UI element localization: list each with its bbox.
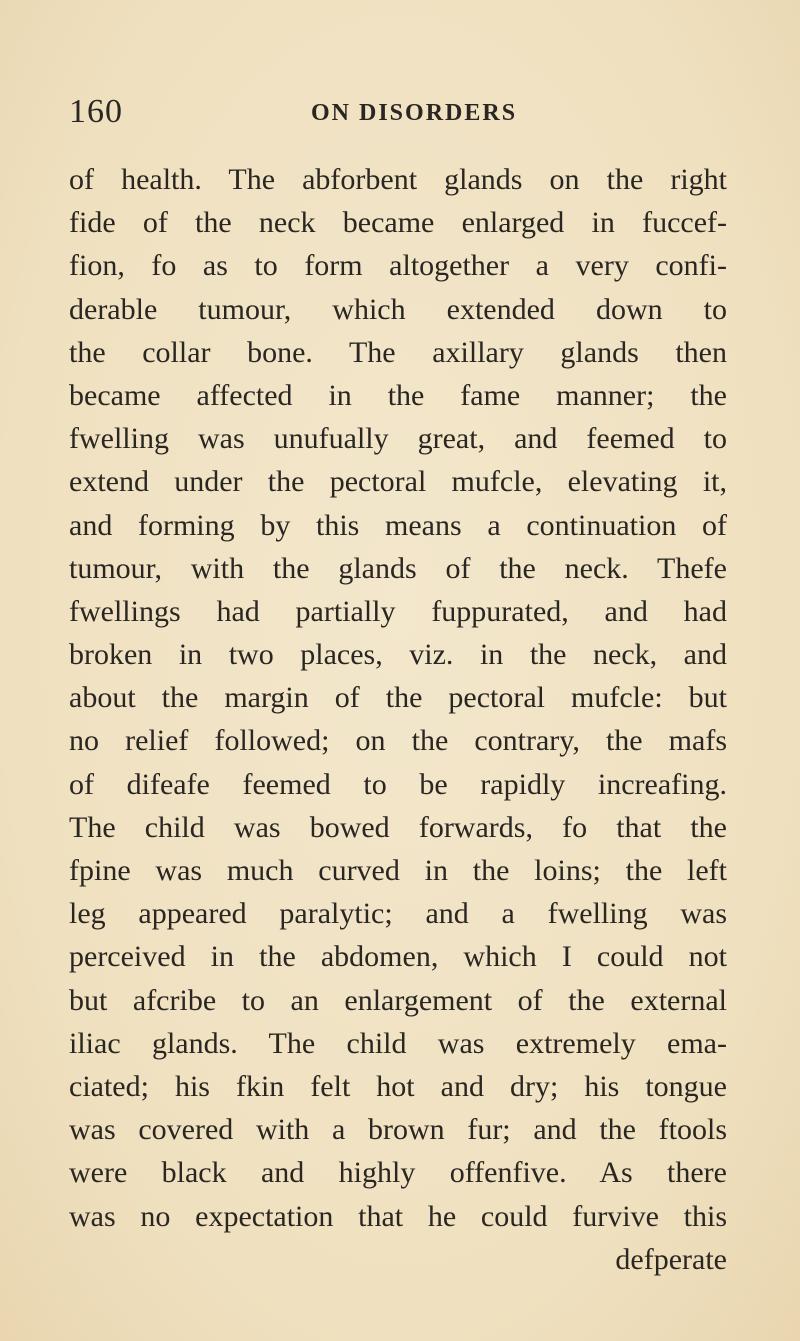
text-line: of difeafe feemed to be rapidly increafing. [69, 767, 727, 801]
text-line: fwelling was unufually great, and feemed to [69, 422, 727, 456]
text-line: broken in two places, viz. in the neck, and [69, 638, 727, 672]
running-head: ON DISORDERS [311, 100, 518, 126]
text-line: perceived in the abdomen, which I could not [69, 940, 727, 974]
text-line: were black and highly offenfive. As there [69, 1156, 727, 1190]
text-line: ciated; his fkin felt hot and dry; his tongue [69, 1069, 727, 1103]
text-line: of health. The abforbent glands on the right [69, 163, 727, 196]
text-line: but afcribe to an enlargement of the external [69, 983, 727, 1017]
text-line: became affected in the fame manner; the [69, 378, 727, 412]
page-number: 160 [69, 93, 123, 130]
text-line: was no expectation that he could furvive this [69, 1199, 727, 1233]
text-line: and forming by this means a continuation of [69, 508, 727, 542]
text-line: fpine was much curved in the loins; the left [69, 854, 727, 887]
body-text [69, 158, 727, 1281]
text-line: fion, fo as to form altogether a very confi- [69, 249, 727, 283]
text-line: fide of the neck became enlarged in fuccef- [69, 206, 727, 240]
text-line: The child was bowed forwards, fo that the [69, 810, 727, 844]
text-line: extend under the pectoral mufcle, elevating it, [69, 465, 727, 499]
catchword-line: defperate [615, 1242, 727, 1276]
text-line: about the margin of the pectoral mufcle: but [69, 681, 727, 715]
text-line: the collar bone. The axillary glands then [69, 335, 727, 369]
text-line: fwellings had partially fuppurated, and had [69, 594, 727, 628]
text-line: tumour, with the glands of the neck. Thefe [69, 551, 727, 585]
page-header [69, 92, 729, 132]
text-line: derable tumour, which extended down to [69, 292, 727, 326]
text-line: iliac glands. The child was extremely ema- [69, 1026, 727, 1060]
text-line: was covered with a brown fur; and the ftools [69, 1113, 727, 1147]
text-line: no relief followed; on the contrary, the mafs [69, 724, 727, 758]
text-line: leg appeared paralytic; and a fwelling was [69, 897, 727, 931]
